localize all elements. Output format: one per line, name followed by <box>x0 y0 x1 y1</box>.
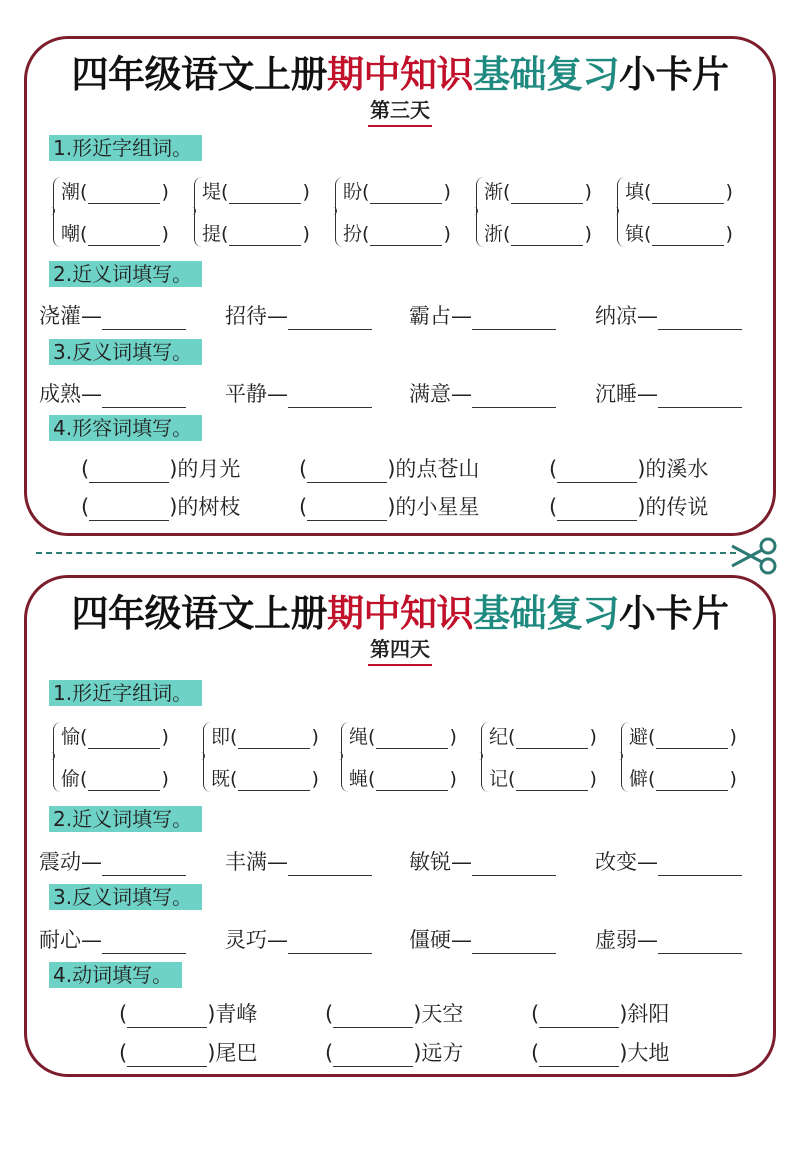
char: 填 <box>625 181 645 203</box>
section-antonyms: 3.反义词填写。 <box>49 884 202 910</box>
section-similar-chars: 1.形近字组词。 <box>49 680 202 706</box>
answer-line[interactable] <box>102 853 186 876</box>
answer-line[interactable] <box>102 385 186 408</box>
answer-line[interactable] <box>288 385 372 408</box>
title-part-midterm: 期中知识 <box>327 53 473 96</box>
char-pair: 愉( ) 偷( ) <box>53 718 191 802</box>
answer-blank[interactable] <box>511 183 583 204</box>
answer-blank[interactable] <box>511 225 583 246</box>
fill-item: ( )的小星星 <box>299 495 480 519</box>
answer-blank[interactable] <box>370 225 442 246</box>
title-part-midterm: 期中知识 <box>327 592 473 635</box>
char-pair: 渐( ) 浙( ) <box>476 173 614 257</box>
answer-blank[interactable] <box>229 225 301 246</box>
answer-blank[interactable] <box>238 770 310 791</box>
answer-blank[interactable] <box>238 728 310 749</box>
word: 沉睡— <box>595 382 658 406</box>
review-card-day3 <box>24 36 776 536</box>
answer-blank[interactable] <box>89 498 169 521</box>
answer-line[interactable] <box>658 307 742 330</box>
answer-line[interactable] <box>288 931 372 954</box>
word: 满意— <box>409 382 472 406</box>
answer-blank[interactable] <box>516 728 588 749</box>
answer-line[interactable] <box>472 931 556 954</box>
char-pair: 盼( ) 扮( ) <box>335 173 473 257</box>
char: 即 <box>211 726 231 748</box>
char: 提 <box>202 223 222 245</box>
char-pair: 潮( ) 嘲( ) <box>53 173 191 257</box>
char: 纪 <box>489 726 509 748</box>
char: 避 <box>629 726 649 748</box>
fill-item: ( )的点苍山 <box>299 457 480 481</box>
similar-char-pairs <box>53 718 753 802</box>
fill-item: ( )天空 <box>325 1002 464 1026</box>
similar-char-pairs <box>53 173 753 257</box>
day-label: 第三天 <box>27 97 773 127</box>
answer-blank[interactable] <box>89 460 169 483</box>
char-pair: 绳( ) 蝇( ) <box>341 718 479 802</box>
answer-blank[interactable] <box>557 460 637 483</box>
char: 扮 <box>343 223 363 245</box>
fill-item: ( )远方 <box>325 1041 464 1065</box>
fill-item: ( )的树枝 <box>81 495 241 519</box>
fill-item: ( )大地 <box>531 1041 670 1065</box>
card-title <box>27 592 773 636</box>
answer-blank[interactable] <box>656 770 728 791</box>
answer-blank[interactable] <box>88 225 160 246</box>
fill-item: ( )的传说 <box>549 495 709 519</box>
answer-blank[interactable] <box>88 183 160 204</box>
scissors-icon <box>730 536 778 576</box>
answer-line[interactable] <box>658 385 742 408</box>
day-label: 第四天 <box>27 636 773 666</box>
answer-line[interactable] <box>472 307 556 330</box>
title-part-card: 小卡片 <box>619 592 729 635</box>
answer-line[interactable] <box>288 307 372 330</box>
word: 虚弱— <box>595 928 658 952</box>
section-adjectives: 4.形容词填写。 <box>49 415 202 441</box>
char-pair: 即( ) 既( ) <box>203 718 341 802</box>
char-pair: 填( ) 镇( ) <box>617 173 755 257</box>
answer-blank[interactable] <box>652 183 724 204</box>
word: 震动— <box>39 850 102 874</box>
word: 霸占— <box>409 304 472 328</box>
char: 蝇 <box>349 768 369 790</box>
answer-blank[interactable] <box>307 498 387 521</box>
answer-line[interactable] <box>658 853 742 876</box>
word: 僵硬— <box>409 928 472 952</box>
char: 浙 <box>484 223 504 245</box>
title-part-grade: 四年级语文上册 <box>71 592 327 635</box>
char: 偷 <box>61 768 81 790</box>
answer-blank[interactable] <box>376 728 448 749</box>
word: 平静— <box>225 382 288 406</box>
answer-line[interactable] <box>658 931 742 954</box>
answer-blank[interactable] <box>516 770 588 791</box>
char: 盼 <box>343 181 363 203</box>
word: 敏锐— <box>409 850 472 874</box>
word: 成熟— <box>39 382 102 406</box>
title-part-grade: 四年级语文上册 <box>71 53 327 96</box>
fill-item: ( )尾巴 <box>119 1041 258 1065</box>
title-part-basic: 基础复习 <box>473 592 619 635</box>
word: 改变— <box>595 850 658 874</box>
fill-item: ( )青峰 <box>119 1002 258 1026</box>
word: 招待— <box>225 304 288 328</box>
answer-blank[interactable] <box>127 1044 207 1067</box>
word: 耐心— <box>39 928 102 952</box>
answer-line[interactable] <box>102 307 186 330</box>
synonym-row <box>39 846 769 876</box>
fill-item: ( )斜阳 <box>531 1002 670 1026</box>
answer-blank[interactable] <box>333 1044 413 1067</box>
antonym-row <box>39 378 769 408</box>
char: 嘲 <box>61 223 81 245</box>
answer-blank[interactable] <box>127 1005 207 1028</box>
answer-blank[interactable] <box>539 1005 619 1028</box>
answer-blank[interactable] <box>333 1005 413 1028</box>
section-antonyms: 3.反义词填写。 <box>49 339 202 365</box>
char-pair: 纪( ) 记( ) <box>481 718 619 802</box>
char: 既 <box>211 768 231 790</box>
char: 镇 <box>625 223 645 245</box>
char-pair: 堤( ) 提( ) <box>194 173 332 257</box>
char: 堤 <box>202 181 222 203</box>
word: 丰满— <box>225 850 288 874</box>
answer-blank[interactable] <box>539 1044 619 1067</box>
answer-line[interactable] <box>288 853 372 876</box>
fill-item: ( )的月光 <box>81 457 241 481</box>
char: 僻 <box>629 768 649 790</box>
word: 灵巧— <box>225 928 288 952</box>
title-part-card: 小卡片 <box>619 53 729 96</box>
section-synonyms: 2.近义词填写。 <box>49 261 202 287</box>
char-pair: 避( ) 僻( ) <box>621 718 759 802</box>
synonym-row <box>39 300 769 330</box>
word: 浇灌— <box>39 304 102 328</box>
answer-blank[interactable] <box>652 225 724 246</box>
char: 渐 <box>484 181 504 203</box>
section-similar-chars: 1.形近字组词。 <box>49 135 202 161</box>
answer-blank[interactable] <box>307 460 387 483</box>
fill-item: ( )的溪水 <box>549 457 709 481</box>
char: 绳 <box>349 726 369 748</box>
answer-line[interactable] <box>472 385 556 408</box>
answer-line[interactable] <box>472 853 556 876</box>
word: 纳凉— <box>595 304 658 328</box>
char: 记 <box>489 768 509 790</box>
answer-blank[interactable] <box>88 770 160 791</box>
section-verbs: 4.动词填写。 <box>49 962 182 988</box>
answer-blank[interactable] <box>656 728 728 749</box>
answer-blank[interactable] <box>557 498 637 521</box>
antonym-row <box>39 924 769 954</box>
cut-line <box>36 552 736 554</box>
review-card-day4 <box>24 575 776 1077</box>
section-synonyms: 2.近义词填写。 <box>49 806 202 832</box>
answer-blank[interactable] <box>376 770 448 791</box>
answer-blank[interactable] <box>370 183 442 204</box>
char: 潮 <box>61 181 81 203</box>
answer-line[interactable] <box>102 931 186 954</box>
title-part-basic: 基础复习 <box>473 53 619 96</box>
char: 愉 <box>61 726 81 748</box>
answer-blank[interactable] <box>88 728 160 749</box>
card-title <box>27 53 773 97</box>
answer-blank[interactable] <box>229 183 301 204</box>
